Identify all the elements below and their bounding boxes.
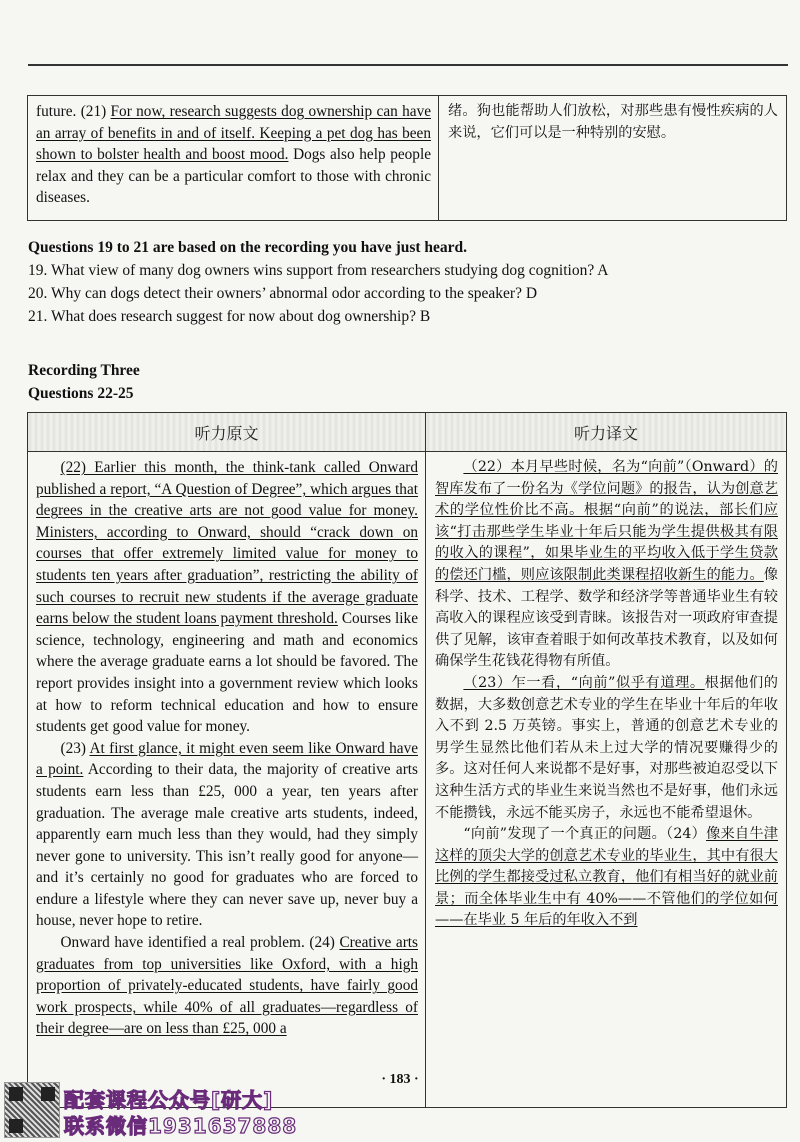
header-translation: 听力译文 — [426, 413, 787, 452]
translation-text: 像科学、技术、工程学、数学和经济学等普通毕业生有较高收入的课程应该受到青睐。该报告对一项政府审查提供了见解，该审查着眼于如何改革技术教育，以及如何确保学生花钱花得物有所值。 — [435, 566, 778, 670]
zh-paragraph-24 — [435, 824, 778, 932]
english-transcript-cell — [28, 452, 426, 1108]
chinese-translation-cell — [426, 452, 787, 1108]
transcript-text: Dogs also help people relax and they can be a particular comfort to those with chronic diseases. — [36, 146, 431, 207]
q23-label: (23) — [60, 739, 90, 757]
qr-code-icon — [4, 1082, 60, 1138]
question-item: 21. What does research suggest for now about dog ownership? B — [28, 308, 431, 325]
top-rule — [28, 64, 788, 66]
translation-text: “向前”发现了一个真正的问题。（24） — [463, 826, 707, 843]
question-item: 20. Why can dogs detect their owners’ abnormal odor according to the speaker? D — [28, 285, 538, 302]
promo-footer — [4, 1082, 324, 1138]
underlined-answer: (22) Earlier this month, the think-tank called Onward published a report, “A Question of Degree”, which argues that degrees in the creative arts are not good value for money. Ministers, according to Onward, should “crack down on courses that offer extremely limited value for money to students ten years after graduation”, restricting the ability of such courses to recruit new students if the average graduate earns below the student loans payment threshold. — [36, 459, 418, 628]
chinese-translation-cell — [439, 96, 787, 221]
recording-subtitle: Questions 22-25 — [28, 385, 134, 402]
paragraph-23 — [36, 738, 418, 932]
recording-title: Recording Three — [28, 362, 140, 379]
q21-label: future. (21) — [36, 103, 111, 120]
underlined-answer: For now, research suggests dog ownership can have an array of benefits in and of itself. Keeping a pet dog has been shown to bolster health and boost mood. — [36, 103, 432, 164]
promo-line-2: 联系微信1931637888 — [64, 1114, 298, 1138]
transcript-table-continued — [27, 95, 787, 221]
transcript-table — [27, 412, 787, 1108]
question-item: 19. What view of many dog owners wins support from researchers studying dog cognition? A — [28, 262, 609, 279]
translation-text: 绪。狗也能帮助人们放松，对那些患有慢性疾病的人来说，它们可以是一种特别的安慰。 — [448, 103, 778, 141]
recording-heading — [28, 359, 140, 405]
header-original: 听力原文 — [28, 413, 426, 452]
english-transcript-cell — [28, 96, 439, 221]
paragraph-24 — [36, 932, 418, 1040]
zh-paragraph-22 — [435, 457, 778, 673]
questions-heading: Questions 19 to 21 are based on the recording you have just heard. — [28, 239, 468, 256]
underlined-answer: At first glance, it might even seem like Onward have a point. — [36, 739, 419, 779]
underlined-answer: Creative arts graduates from top universities like Oxford, with a high proportion of privately-educated students, have fairly good work prospects, while 40% of all graduates—regardless of their degree—are on less than £25, 000 a — [36, 934, 418, 1038]
transcript-text: According to their data, the majority of creative arts students earn less than £25, 000 a year, ten years after graduation. The average male creative arts students, indeed, apparently earn much less than they would, had they simply never gone to university. This isn’t really good for anyone—and it’s certainly no good for graduates who are forced to endure a lifestyle where they can never save up, never buy a house, never hope to retire. — [36, 761, 418, 930]
transcript-text: Courses like science, technology, engineering and math and economics where the average graduate earns a lot should be favored. The report provides insight into a government review which looks at how to reform technical education and how to ensure students get good value for money. — [36, 610, 418, 736]
paragraph-22 — [36, 457, 418, 738]
underlined-translation: （23）乍一看，“向前”似乎有道理。 — [463, 674, 705, 691]
zh-paragraph-23 — [435, 673, 778, 824]
questions-block — [28, 236, 768, 328]
translation-text: 根据他们的数据，大多数创意艺术专业的学生在毕业十年后的年收入不到 2.5 万英镑。事实上，普通的创意艺术专业的男学生显然比他们若从未上过大学的情况要赚得少的多。这对任何人来说都不是好事，对那些被迫忍受以下这种生活方式的毕业生来说当然也不是好事，他们永远不能攒钱，永远不能买房子，永远也不能希望退休。 — [435, 674, 778, 821]
page-number: · 183 · — [381, 1072, 419, 1087]
underlined-translation: 像来自牛津这样的顶尖大学的创意艺术专业的毕业生，其中有很大比例的学生都接受过私立教育，他们有相当好的就业前景；而全体毕业生中有 40%——不管他们的学位如何——在毕业 5 年后的年收入不到 — [435, 826, 778, 929]
transcript-text: Onward have identified a real problem. (24) — [60, 934, 340, 952]
promo-line-1: 配套课程公众号[研大] — [64, 1088, 274, 1112]
underlined-translation: （22）本月早些时候，名为“向前”（Onward）的智库发布了一份名为《学位问题》的报告，认为创意艺术的学位性价比不高。根据“向前”的说法，部长们应该“打击那些学生毕业十年后只能为学生提供极其有限的收入的课程”，如果毕业生的平均收入低于学生贷款的偿还门槛，则应该限制此类课程招收新生的能力。 — [435, 459, 778, 583]
